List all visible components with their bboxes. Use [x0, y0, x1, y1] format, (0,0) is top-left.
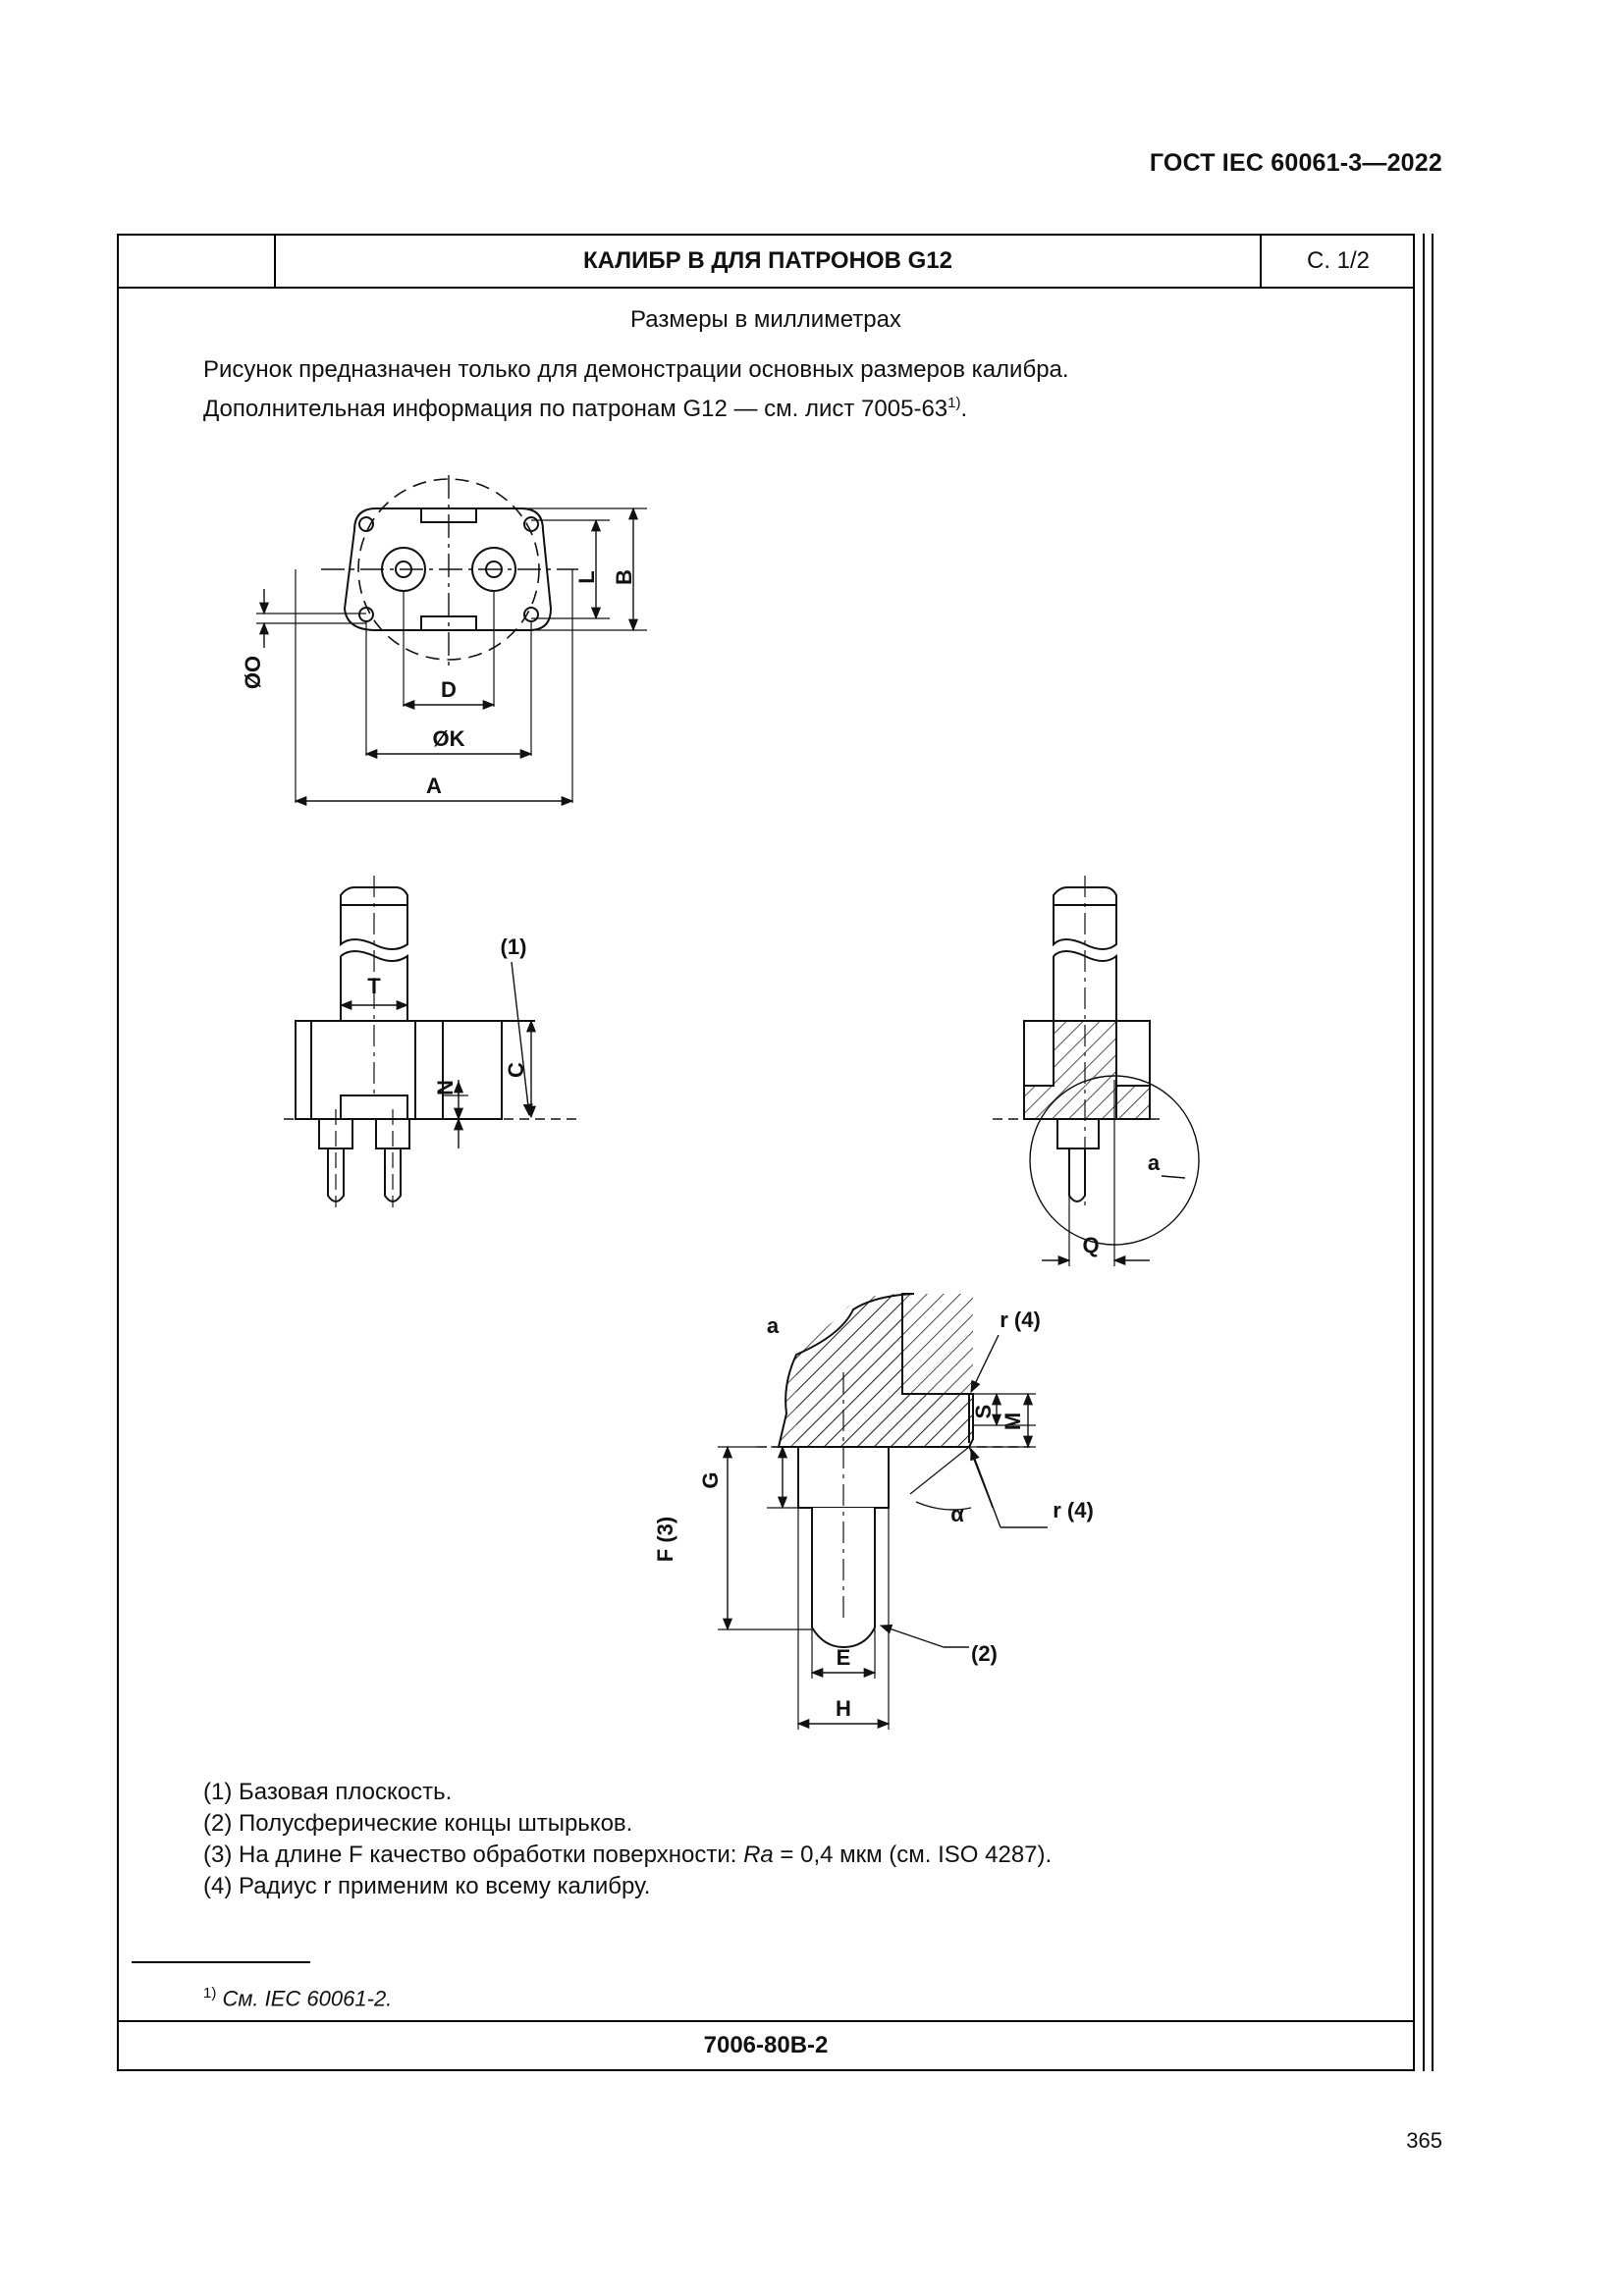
dim-label-T: T [367, 974, 381, 998]
dim-label-B: B [612, 569, 636, 585]
frame-edge-line [1432, 234, 1434, 2071]
intro-line: Рисунок предназначен только для демонстрации основных размеров калибра. [203, 356, 1069, 383]
footnote-ref: 1) [947, 395, 961, 411]
dim-label-L: L [574, 570, 599, 584]
page-number: 365 [1406, 2128, 1442, 2153]
dim-label-N: N [433, 1080, 458, 1095]
dim-label-H: H [836, 1696, 851, 1721]
dim-label-S: S [971, 1404, 996, 1419]
ref-label-1: (1) [500, 934, 527, 959]
frame-edge-line [1423, 234, 1425, 2071]
dim-label-F3: F (3) [653, 1516, 677, 1563]
gauge-drawing [119, 236, 1415, 2017]
dim-label-r4-top: r (4) [1000, 1308, 1041, 1332]
note-item: (4) Радиус r применим ко всему калибру. [203, 1873, 651, 1899]
sheet-footer-row [119, 2020, 1413, 2071]
dim-label-Q: Q [1082, 1233, 1100, 1257]
note-item: (3) На длине F качество обработки поверхности: Ra = 0,4 мкм (см. ISO 4287). [203, 1842, 1053, 1868]
side-view-labels [1082, 1150, 1160, 1257]
dim-label-K: ØK [432, 726, 465, 751]
dim-label-G: G [698, 1471, 723, 1489]
units-note: Размеры в миллиметрах [630, 306, 901, 333]
intro-line: Дополнительная информация по патронам G12 — см. лист 7005-63$^{1)}$. [203, 395, 968, 422]
dim-label-r4-bottom: r (4) [1053, 1498, 1094, 1522]
dim-label-E: E [836, 1645, 851, 1670]
top-view [256, 475, 647, 803]
footnote-rule [132, 1961, 310, 1963]
detail-ref-a: a [1147, 1150, 1161, 1175]
dim-label-O: ØO [241, 655, 265, 690]
dim-label-M: M [1001, 1412, 1025, 1431]
detail-label-a: a [766, 1313, 780, 1338]
detail-view [718, 1294, 1048, 1730]
dim-label-A: A [426, 774, 442, 798]
sheet-code: 7006-80B-2 [703, 2032, 829, 2058]
note-item: (2) Полусферические концы штырьков. [203, 1810, 633, 1837]
side-view [993, 876, 1199, 1266]
document-code: ГОСТ IEC 60061-3—2022 [1149, 149, 1442, 177]
note-item: (1) Базовая плоскость. [203, 1779, 453, 1805]
dim-label-alpha: α [950, 1502, 964, 1526]
dim-label-C: C [504, 1062, 528, 1078]
footnote: $^{1)}$ См. IEC 60061-2. [203, 1985, 393, 2011]
sheet-frame [117, 234, 1415, 2071]
sheet-title: КАЛИБР В ДЛЯ ПАТРОНОВ G12 [583, 247, 952, 274]
sheet-number: С. 1/2 [1306, 247, 1371, 274]
notes-list [203, 1777, 1052, 1902]
ref-label-2: (2) [971, 1641, 998, 1666]
dim-label-D: D [441, 677, 457, 702]
front-view [284, 876, 580, 1207]
